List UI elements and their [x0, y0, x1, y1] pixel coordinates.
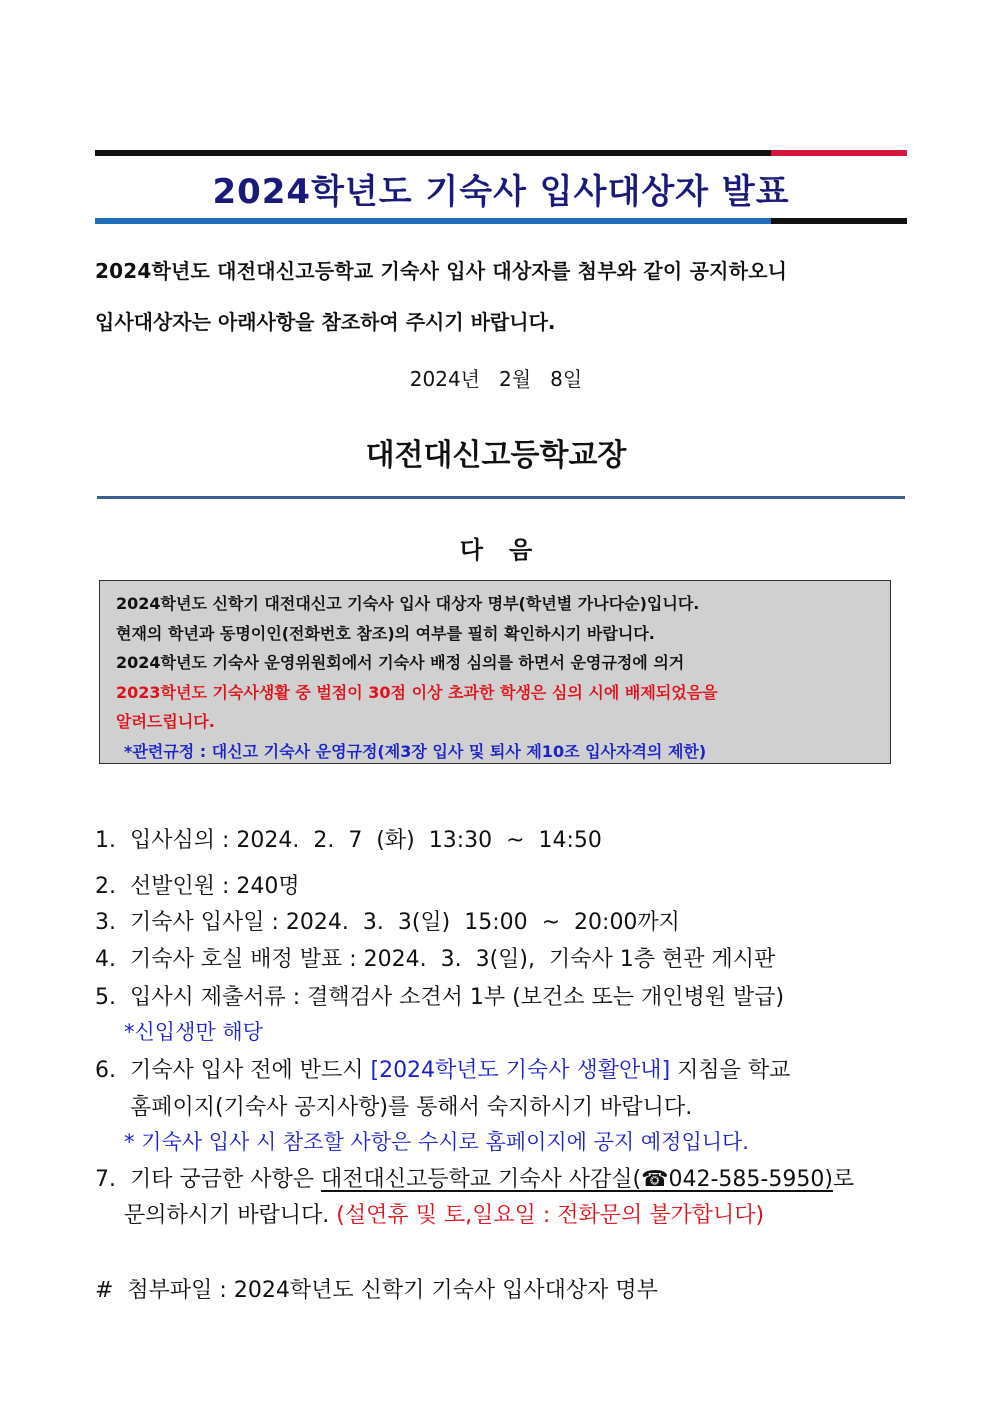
item-contact-suffix: 로 — [832, 1167, 855, 1192]
section-heading: 다음 — [459, 536, 559, 564]
announcement-date: 2024년 2월 8일 — [409, 367, 583, 391]
item-required-documents-note: *신입생만 해당 — [124, 1020, 263, 1044]
item-contact-line-2 — [124, 1198, 764, 1229]
item-selection-count: 2. 선발인원 : 240명 — [95, 874, 300, 899]
item-guide-line-2: 홈페이지(기숙사 공지사항)를 통해서 숙지하시기 바랍니다. — [130, 1095, 693, 1120]
intro-line-1: 2024학년도 대전대신고등학교 기숙사 입사 대상자를 첨부와 같이 공지하오니 — [95, 259, 788, 283]
attachment-line: # 첨부파일 : 2024학년도 신학기 기숙사 입사대상자 명부 — [95, 1278, 658, 1303]
item-contact-text: 7. 기타 궁금한 사항은 — [95, 1167, 321, 1192]
notice-penalty-line-2: 알려드립니다. — [116, 712, 215, 731]
section-rule — [97, 496, 905, 499]
header-bottom-bar-blue — [95, 218, 771, 224]
header-top-bar-black — [95, 150, 771, 156]
notice-penalty-line: 2023학년도 기숙사생활 중 벌점이 30점 이상 초과한 학생은 심의 시에 배제되었음을 — [116, 682, 718, 702]
item-guide-notice — [95, 1053, 790, 1084]
item-contact — [95, 1162, 854, 1193]
notice-line-2: 현재의 학년과 동명이인(전화번호 참조)의 여부를 필히 확인하시기 바랍니다. — [116, 623, 655, 643]
item-contact-text-2: 문의하시기 바랍니다. — [124, 1203, 337, 1228]
guide-document-link[interactable]: [2024학년도 기숙사 생활안내] — [370, 1058, 671, 1083]
intro-line-2: 입사대상자는 아래사항을 참조하여 주시기 바랍니다. — [95, 310, 556, 334]
header-top-bar-red — [771, 150, 907, 156]
header-bottom-bar-black — [771, 218, 907, 224]
item-guide-note: * 기숙사 입사 시 참조할 사항은 수시로 홈페이지에 공지 예정입니다. — [124, 1130, 749, 1154]
item-move-in-date: 3. 기숙사 입사일 : 2024. 3. 3(일) 15:00 ~ 20:00까지 — [95, 910, 680, 935]
item-guide-text-end: 지침을 학교 — [670, 1058, 791, 1083]
item-contact-holiday-note: (설연휴 및 토,일요일 : 전화문의 불가합니다) — [336, 1203, 765, 1228]
item-required-documents: 5. 입사시 제출서류 : 결핵검사 소견서 1부 (보건소 또는 개인병원 발급) — [95, 985, 785, 1010]
notice-box — [99, 580, 891, 764]
notice-regulation-reference: *관련규정 : 대신고 기숙사 운영규정(제3장 입사 및 퇴사 제10조 입사자격의 제한) — [124, 741, 707, 761]
page-title: 2024학년도 기숙사 입사대상자 발표 — [212, 172, 790, 212]
notice-line-1: 2024학년도 신학기 대전대신고 기숙사 입사 대상자 명부(학년별 가나다순)입니다. — [116, 594, 700, 613]
notice-line-3: 2024학년도 기숙사 운영위원회에서 기숙사 배정 심의를 하면서 운영규정에 의거 — [116, 653, 685, 672]
item-review-date: 1. 입사심의 : 2024. 2. 7 (화) 13:30 ~ 14:50 — [95, 828, 602, 853]
principal-signature: 대전대신고등학교장 — [365, 438, 627, 473]
item-room-announcement: 4. 기숙사 호실 배정 발표 : 2024. 3. 3(일), 기숙사 1층 현관 게시판 — [95, 947, 776, 972]
contact-office-phone[interactable]: 대전대신고등학교 기숙사 사감실(☎042-585-5950) — [320, 1167, 833, 1192]
item-guide-text: 6. 기숙사 입사 전에 반드시 — [95, 1058, 371, 1083]
